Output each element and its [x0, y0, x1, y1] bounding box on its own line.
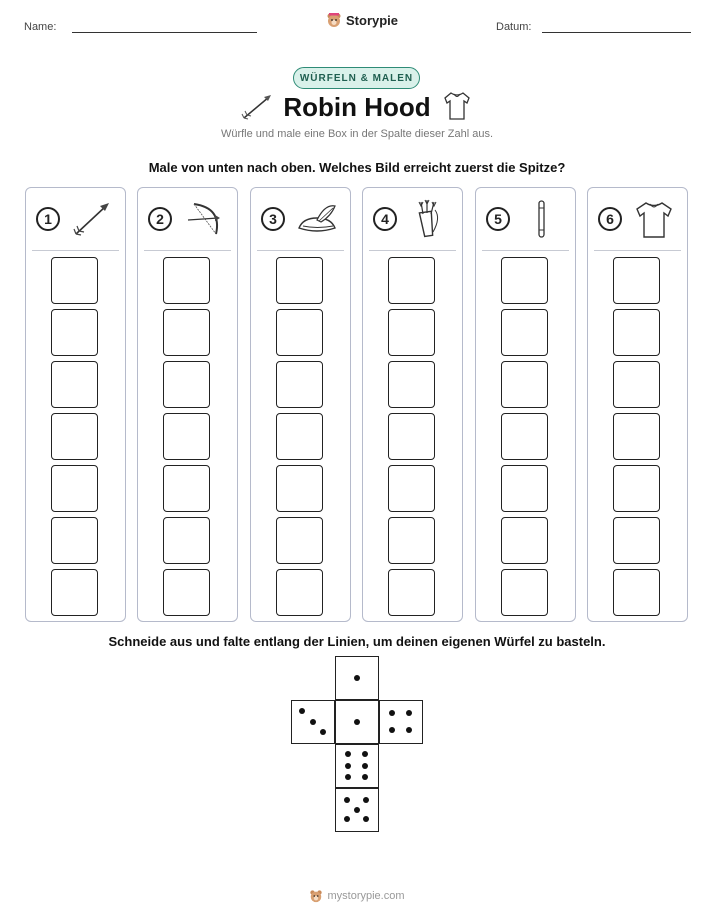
column-number: 4: [373, 207, 397, 231]
die-pip: [354, 807, 360, 813]
column-4: [362, 187, 463, 622]
page-title: Robin Hood: [283, 92, 431, 122]
die-pip: [362, 751, 368, 757]
color-box[interactable]: [276, 517, 323, 564]
color-box[interactable]: [276, 569, 323, 616]
column-6: [587, 187, 688, 622]
color-box[interactable]: [51, 257, 98, 304]
color-box[interactable]: [613, 517, 660, 564]
color-box[interactable]: [51, 309, 98, 356]
date-label: Datum:: [496, 21, 532, 33]
column-divider: [32, 250, 119, 251]
color-box[interactable]: [276, 309, 323, 356]
footer-url: mystorypie.com: [327, 890, 405, 902]
name-line: [72, 32, 257, 33]
die-pip: [354, 719, 360, 725]
brand-logo: [326, 12, 398, 28]
die-pip: [363, 816, 369, 822]
color-box[interactable]: [51, 517, 98, 564]
column-number: 6: [598, 207, 622, 231]
die-face-3: [291, 700, 335, 744]
color-box[interactable]: [501, 257, 548, 304]
bow-icon: [182, 198, 226, 240]
title-tunic-icon: [441, 90, 473, 122]
die-pip: [406, 727, 412, 733]
color-box[interactable]: [276, 465, 323, 512]
bear-logo-icon: [326, 12, 342, 28]
die-face-1: [335, 700, 379, 744]
color-box[interactable]: [501, 517, 548, 564]
die-pip: [345, 763, 351, 769]
die-pip: [363, 797, 369, 803]
die-face-1: [335, 656, 379, 700]
column-2: [137, 187, 238, 622]
arrow-icon: [70, 198, 114, 240]
feathered-hat-icon: [295, 198, 339, 240]
color-box[interactable]: [613, 569, 660, 616]
color-box[interactable]: [613, 361, 660, 408]
column-number: 1: [36, 207, 60, 231]
die-face-5: [335, 788, 379, 832]
color-box[interactable]: [163, 361, 210, 408]
die-pip: [344, 816, 350, 822]
subtitle: Würfle und male eine Box in der Spalte dieser Zahl aus.: [220, 128, 494, 140]
color-box[interactable]: [51, 413, 98, 460]
die-pip: [389, 727, 395, 733]
die-pip: [362, 774, 368, 780]
die-pip: [345, 751, 351, 757]
color-box[interactable]: [501, 413, 548, 460]
color-box[interactable]: [388, 257, 435, 304]
column-1: [25, 187, 126, 622]
column-divider: [594, 250, 681, 251]
die-pip: [310, 719, 316, 725]
quiver-icon: [407, 198, 451, 240]
column-5: [475, 187, 576, 622]
column-divider: [257, 250, 344, 251]
color-box[interactable]: [388, 517, 435, 564]
staff-icon: [520, 198, 564, 240]
color-box[interactable]: [388, 309, 435, 356]
color-box[interactable]: [51, 569, 98, 616]
column-3: [250, 187, 351, 622]
color-box[interactable]: [613, 413, 660, 460]
name-label: Name:: [24, 21, 57, 33]
color-box[interactable]: [501, 465, 548, 512]
color-box[interactable]: [388, 465, 435, 512]
column-divider: [144, 250, 231, 251]
cut-instruction: Schneide aus und falte entlang der Linien, um deinen eigenen Würfel zu basteln.: [108, 634, 606, 649]
color-box[interactable]: [163, 257, 210, 304]
die-pip: [354, 675, 360, 681]
color-box[interactable]: [388, 569, 435, 616]
date-line: [542, 32, 691, 33]
brand-name: Storypie: [346, 12, 399, 28]
color-box[interactable]: [51, 361, 98, 408]
column-number: 5: [486, 207, 510, 231]
column-number: 3: [261, 207, 285, 231]
color-box[interactable]: [501, 361, 548, 408]
color-box[interactable]: [163, 413, 210, 460]
color-box[interactable]: [501, 569, 548, 616]
color-box[interactable]: [163, 309, 210, 356]
color-box[interactable]: [613, 309, 660, 356]
color-box[interactable]: [388, 361, 435, 408]
die-face-4: [379, 700, 423, 744]
die-pip: [320, 729, 326, 735]
die-face-6: [335, 744, 379, 788]
color-box[interactable]: [276, 413, 323, 460]
column-divider: [482, 250, 569, 251]
activity-badge: WÜRFELN & MALEN: [293, 67, 420, 89]
column-divider: [369, 250, 456, 251]
die-pip: [362, 763, 368, 769]
color-box[interactable]: [163, 465, 210, 512]
die-pip: [389, 710, 395, 716]
die-pip: [299, 708, 305, 714]
die-pip: [406, 710, 412, 716]
die-pip: [344, 797, 350, 803]
tunic-icon: [632, 198, 676, 240]
bear-footer-icon: [309, 889, 323, 903]
column-number: 2: [148, 207, 172, 231]
color-box[interactable]: [501, 309, 548, 356]
die-pip: [345, 774, 351, 780]
color-box[interactable]: [163, 517, 210, 564]
color-box[interactable]: [388, 413, 435, 460]
footer: [0, 889, 714, 903]
color-box[interactable]: [276, 257, 323, 304]
color-box[interactable]: [51, 465, 98, 512]
color-box[interactable]: [276, 361, 323, 408]
color-box[interactable]: [613, 465, 660, 512]
color-box[interactable]: [613, 257, 660, 304]
color-box[interactable]: [163, 569, 210, 616]
instruction-text: Male von unten nach oben. Welches Bild erreicht zuerst die Spitze?: [148, 160, 566, 175]
